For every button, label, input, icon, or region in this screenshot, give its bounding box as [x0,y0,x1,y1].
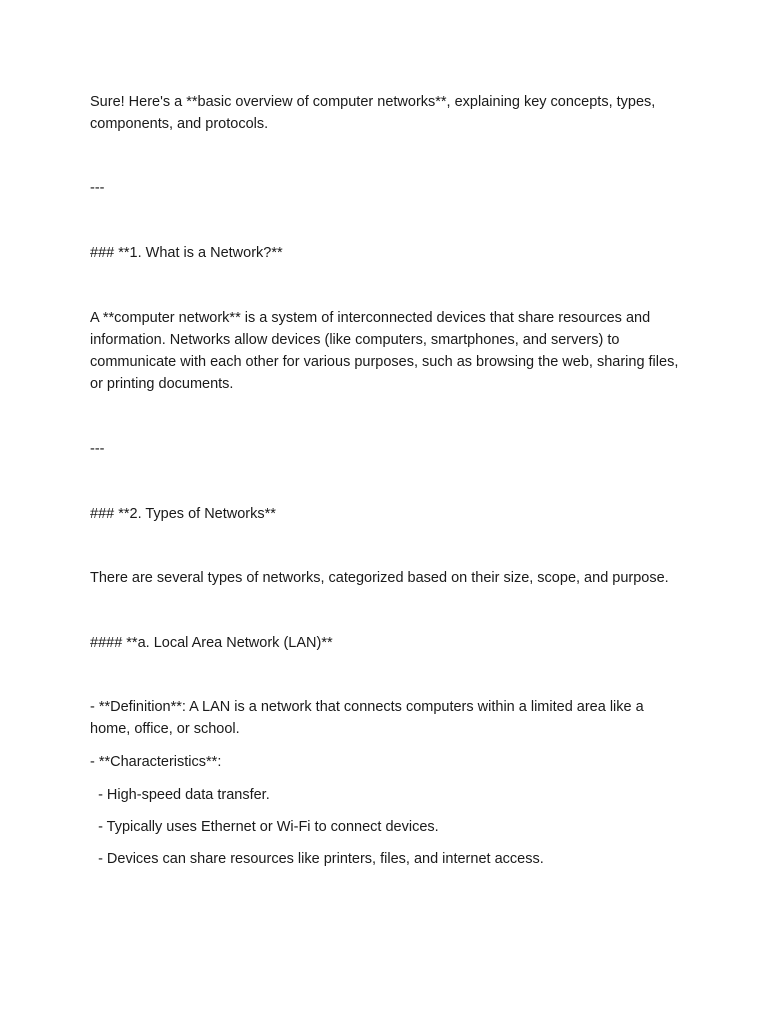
divider: --- [90,180,105,196]
section-heading: ### **2. Types of Networks** [90,506,276,522]
network-definition-paragraph: A **computer network** is a system of interconnected devices that share resources and information. Networks allow devices (like computers, smartphones, and servers) to communicate with each other for various purposes, such as browsing the web, sharing files, or printing documents. [90,310,683,392]
subsection-heading: #### **a. Local Area Network (LAN)** [90,635,333,651]
network-types-paragraph: There are several types of networks, categorized based on their size, scope, and purpose. [90,570,669,586]
list-item: - **Characteristics**: [90,754,222,770]
sub-list-item: - Typically uses Ethernet or Wi-Fi to connect devices. [90,819,439,835]
divider: --- [90,441,105,457]
sub-list-item: - Devices can share resources like printers, files, and internet access. [90,851,544,867]
intro-paragraph: Sure! Here's a **basic overview of computer networks**, explaining key concepts, types, components, and protocols. [90,94,660,132]
sub-list-item: - High-speed data transfer. [90,787,270,803]
section-heading: ### **1. What is a Network?** [90,245,283,261]
list-item: - **Definition**: A LAN is a network that connects computers within a limited area like a home, office, or school. [90,699,648,737]
